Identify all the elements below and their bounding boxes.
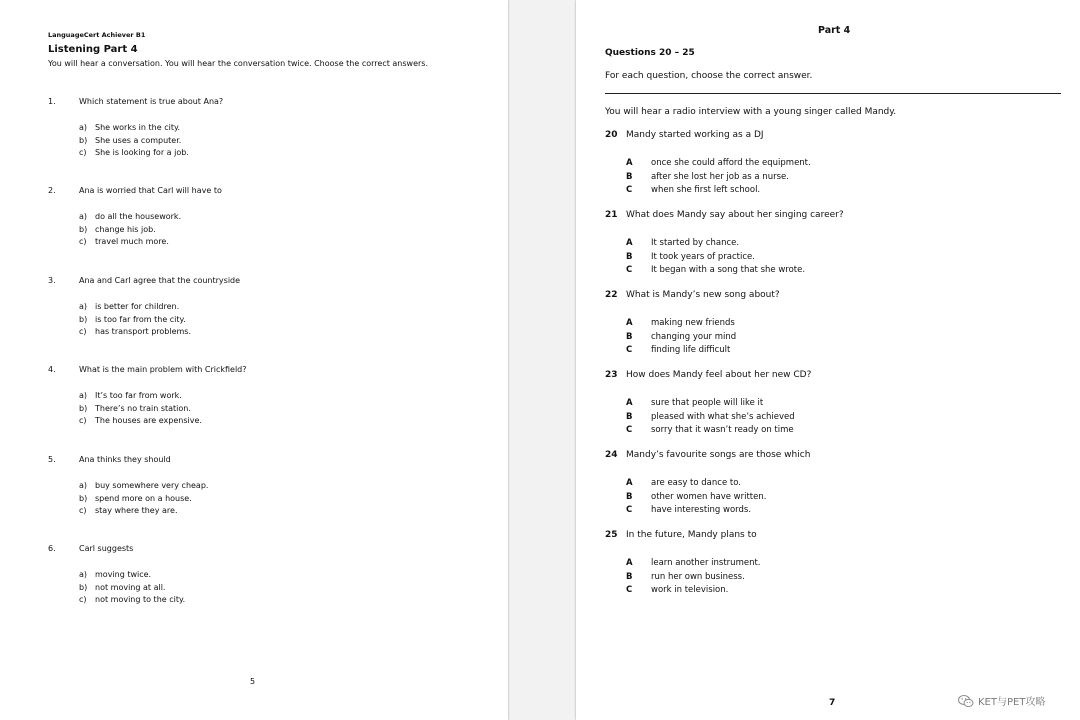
option-letter: a) [79,302,88,311]
option-text: It’s too far from work. [95,391,182,400]
question-number: 21 [605,210,618,220]
option-letter: c) [79,595,87,604]
option-text: once she could afford the equipment. [651,158,811,168]
watermark [958,693,1045,708]
option-text: work in television. [651,585,729,595]
option-letter: c) [79,416,87,425]
option-b [79,314,191,327]
question-stem: What does Mandy say about her singing career? [626,210,844,220]
option-letter: b) [79,224,88,234]
option-letter: A [626,158,633,168]
option-text: finding life difficult [651,345,731,355]
question-range: Questions 20 – 25 [605,48,695,58]
option-b [79,582,185,595]
option-text: There’s no train station. [95,403,191,413]
option-text: are easy to dance to. [651,478,741,488]
option-text: It began with a song that she wrote. [651,265,806,275]
option-letter: A [626,318,633,328]
option-letter: c) [79,506,87,515]
option-letter: A [626,238,633,248]
option-letter: C [626,345,633,355]
option-c [79,505,208,518]
option-a [626,157,811,171]
option-text: sure that people will like it [651,398,764,408]
question-stem: Mandy started working as a DJ [626,130,764,140]
page-header: LanguageCert Achiever B1 [48,31,146,39]
option-c [79,594,185,607]
option-text: pleased with what she’s achieved [651,411,795,422]
option-list [626,157,811,198]
option-c [79,415,202,428]
question-stem: In the future, Mandy plans to [626,530,757,540]
intro-text: You will hear a radio interview with a young singer called Mandy. [605,107,897,117]
option-a [626,317,736,331]
option-text: spend more on a house. [95,493,192,503]
question-number: 20 [605,130,618,140]
instructions: You will hear a conversation. You will hear the conversation twice. Choose the correct answers. [48,59,428,68]
option-text: The houses are expensive. [95,416,202,425]
option-letter: B [626,331,633,342]
question-number: 3. [48,276,56,285]
option-text: making new friends [651,318,735,328]
option-text: run her own business. [651,571,745,582]
option-letter: a) [79,123,88,132]
option-letter: B [626,411,633,422]
option-letter: A [626,398,633,408]
section-title: Listening Part 4 [48,44,138,55]
question-number: 2. [48,186,56,195]
option-list [626,557,761,598]
option-text: buy somewhere very cheap. [95,481,209,490]
option-a [79,480,208,493]
option-text: It took years of practice. [651,251,755,262]
option-b [79,403,202,416]
question-number: 5. [48,455,56,464]
option-list [79,480,208,518]
question-number: 1. [48,97,56,106]
option-c [626,184,811,198]
question-stem: Ana thinks they should [79,455,171,464]
option-text: She works in the city. [95,123,181,132]
option-b [626,331,736,345]
option-text: when she first left school. [651,185,761,195]
question-stem: What is Mandy’s new song about? [626,290,780,300]
option-a [79,301,191,314]
option-text: sorry that it wasn’t ready on time [651,425,794,435]
option-letter: C [626,425,633,435]
question-stem: What is the main problem with Crickfield? [79,365,247,374]
option-letter: b) [79,582,88,592]
option-b [626,171,811,185]
option-list [79,301,191,339]
option-text: She is looking for a job. [95,148,189,157]
option-letter: b) [79,403,88,413]
option-b [79,224,181,237]
watermark-text: KET与PET攻略 [978,697,1046,708]
option-letter: a) [79,481,88,490]
option-b [626,411,795,425]
option-a [79,569,185,582]
option-text: have interesting words. [651,505,752,515]
option-list [79,122,189,160]
option-c [79,236,181,249]
option-letter: c) [79,148,87,157]
option-a [626,397,795,411]
option-c [626,504,766,518]
option-text: changing your mind [651,331,737,342]
option-a [626,237,805,251]
option-letter: B [626,251,633,262]
option-b [79,493,208,506]
question-number: 22 [605,290,618,300]
question-stem: Ana and Carl agree that the countryside [79,276,241,285]
option-c [626,264,805,278]
option-list [626,477,766,518]
option-a [79,390,202,403]
option-c [79,147,189,160]
option-list [626,317,736,358]
option-letter: A [626,478,633,488]
instructions: For each question, choose the correct answer. [605,71,813,81]
option-text: is too far from the city. [95,314,186,324]
option-c [79,326,191,339]
option-list [79,390,202,428]
option-text: travel much more. [95,237,169,246]
option-letter: c) [79,237,87,246]
option-letter: B [626,171,633,182]
option-c [626,344,736,358]
divider [605,93,1061,94]
page-number: 7 [829,698,836,708]
question-number: 25 [605,530,618,540]
option-text: not moving to the city. [95,595,186,604]
option-text: stay where they are. [95,506,178,515]
option-text: change his job. [95,224,156,234]
option-list [626,397,795,438]
option-letter: A [626,558,633,568]
question-stem: Mandy’s favourite songs are those which [626,450,811,460]
option-list [79,211,181,249]
option-letter: a) [79,212,88,221]
option-letter: a) [79,391,88,400]
option-b [626,251,805,265]
right-exam-page [576,0,1080,720]
option-text: not moving at all. [95,582,166,592]
option-letter: B [626,491,633,502]
question-stem: Which statement is true about Ana? [79,97,224,106]
option-letter: C [626,585,633,595]
question-number: 23 [605,370,618,380]
question-number: 24 [605,450,618,460]
option-text: It started by chance. [651,238,740,248]
option-text: other women have written. [651,491,767,502]
option-a [626,477,766,491]
option-text: has transport problems. [95,327,192,336]
option-a [626,557,761,571]
left-exam-page [0,0,508,720]
option-letter: a) [79,570,88,579]
option-text: moving twice. [95,570,152,579]
option-c [626,584,761,598]
option-list [626,237,805,278]
option-b [626,491,766,505]
wechat-icon [958,694,974,708]
option-letter: C [626,265,633,275]
question-stem: Carl suggests [79,544,134,553]
option-text: She uses a computer. [95,135,182,145]
part-title: Part 4 [818,25,851,36]
option-a [79,122,189,135]
option-letter: C [626,505,633,515]
option-text: do all the housework. [95,212,182,221]
option-a [79,211,181,224]
question-stem: Ana is worried that Carl will have to [79,186,222,195]
option-letter: c) [79,327,87,336]
option-text: after she lost her job as a nurse. [651,171,789,182]
option-b [626,571,761,585]
option-letter: B [626,571,633,582]
option-letter: b) [79,135,88,145]
option-letter: b) [79,314,88,324]
option-list [79,569,185,607]
option-b [79,135,189,148]
option-letter: C [626,185,633,195]
option-text: learn another instrument. [651,558,761,568]
page-number: 5 [250,677,256,686]
question-number: 4. [48,365,56,374]
question-stem: How does Mandy feel about her new CD? [626,370,812,380]
option-letter: b) [79,493,88,503]
option-text: is better for children. [95,302,180,311]
option-c [626,424,795,438]
question-number: 6. [48,544,56,553]
